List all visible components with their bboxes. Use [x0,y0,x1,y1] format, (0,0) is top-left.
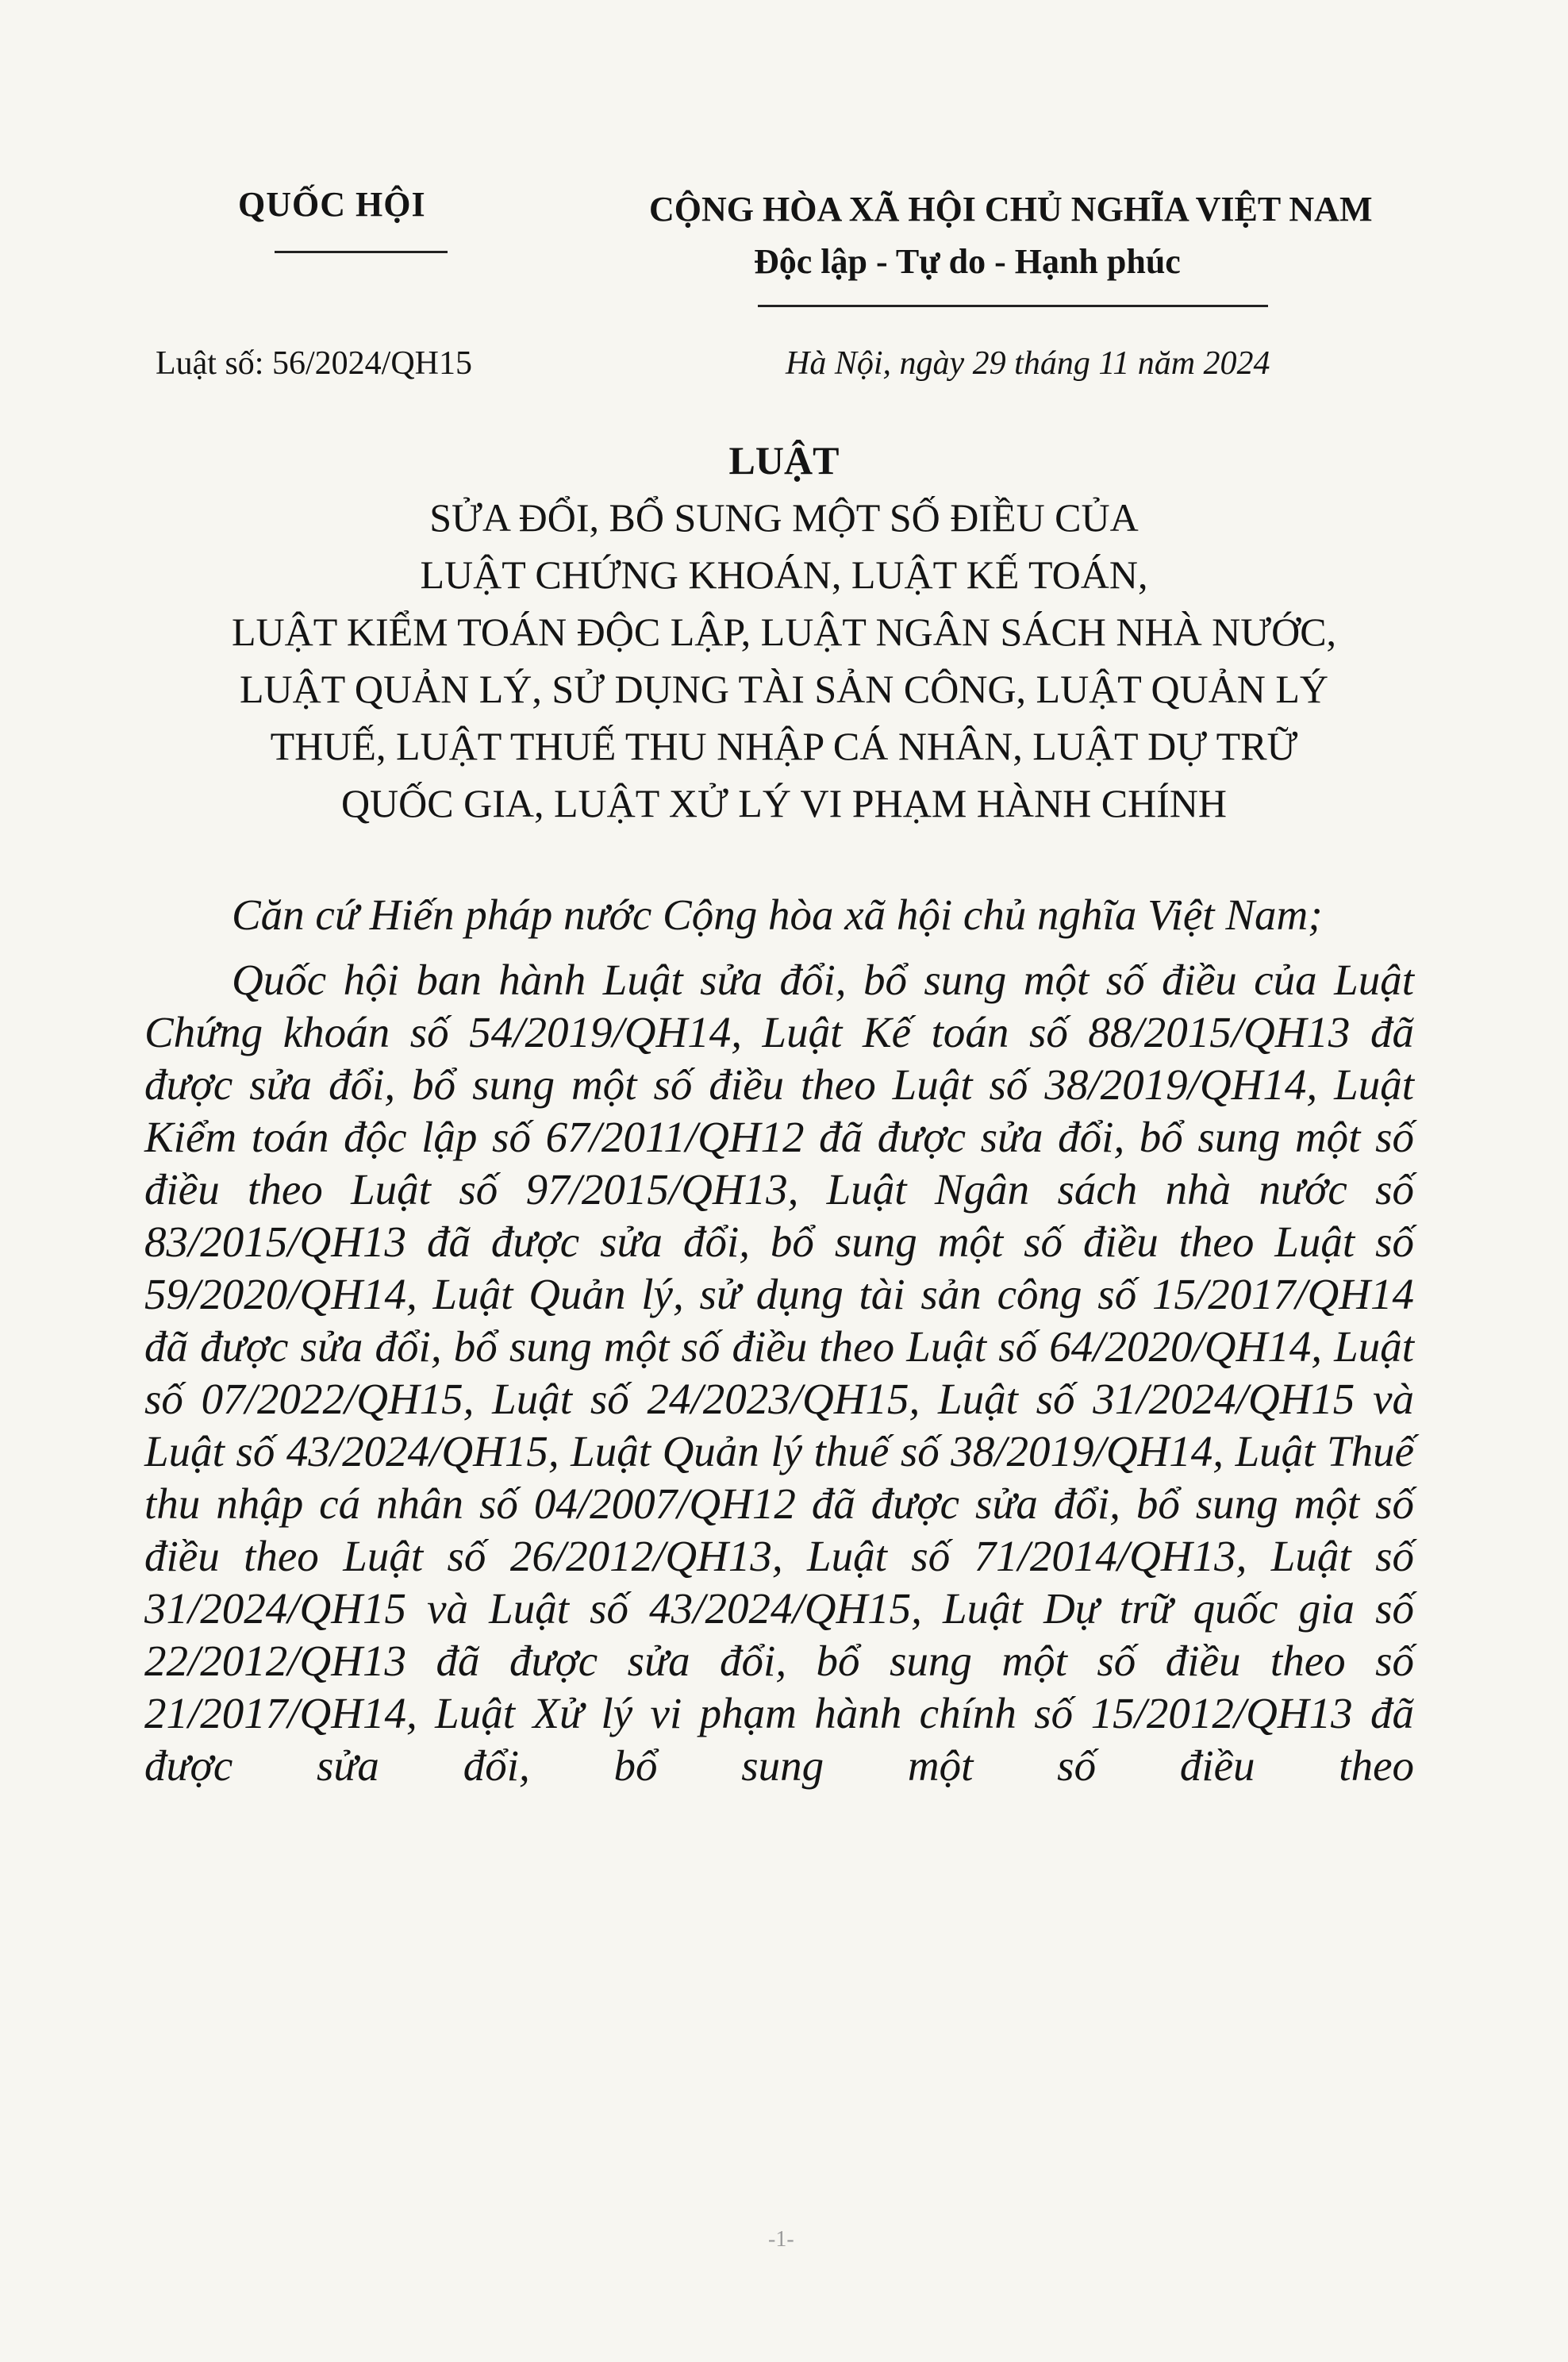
page-number: -1- [768,2227,794,2252]
motto-underline [758,305,1268,307]
organization-underline [275,251,448,253]
title-line: LUẬT CHỨNG KHOÁN, LUẬT KẾ TOÁN, [420,552,1148,597]
title-line: LUẬT QUẢN LÝ, SỬ DỤNG TÀI SẢN CÔNG, LUẬT QUẢN LÝ [239,667,1329,711]
preamble-paragraph-constitution: Căn cứ Hiến pháp nước Cộng hòa xã hội chủ nghĩa Việt Nam; [232,891,1323,939]
title-line: THUẾ, LUẬT THUẾ THU NHẬP CÁ NHÂN, LUẬT DỰ TRỮ [270,724,1298,768]
title-line: QUỐC GIA, LUẬT XỬ LÝ VI PHẠM HÀNH CHÍNH [340,781,1228,825]
country-name: CỘNG HÒA XÃ HỘI CHỦ NGHĨA VIỆT NAM [649,190,1373,229]
preamble-paragraph-enactment: Quốc hội ban hành Luật sửa đổi, bổ sung một số điều của Luật Chứng khoán số 54/2019/QH14, Luật Kế toán số 88/2015/QH13 đã được sửa đổi, bổ sung một số điều theo Luật số 38/2019/QH14, Luật Kiểm toán độc lập số 67/2011/QH12 đã được sửa đổi, bổ sung một số điều theo Luật số 97/2015/QH13, Luật Ngân sách nhà nước số 83/2015/QH13 đã được sửa đổi, bổ sung một số điều theo Luật số 59/2020/QH14, Luật Quản lý, sử dụng tài sản công số 15/2017/QH14 đã được sửa đổi, bổ sung một số điều theo Luật số 64/2020/QH14, Luật số 07/2022/QH15, Luật số 24/2023/QH15, Luật số 31/2024/QH15 và Luật số 43/2024/QH15, Luật Quản lý thuế số 38/2019/QH14, Luật Thuế thu nhập cá nhân số 04/2007/QH12 đã được sửa đổi, bổ sung một số điều theo Luật số 26/2012/QH13, Luật số 71/2014/QH13, Luật số 31/2024/QH15 và Luật số 43/2024/QH15, Luật Dự trữ quốc gia số 22/2012/QH13 đã được sửa đổi, bổ sung một số điều theo số 21/2017/QH14, Luật Xử lý vi phạm hành chính số 15/2012/QH13 đã được sửa đổi, bổ sung một số điều theo [144,956,1414,1790]
organization-name: QUỐC HỘI [238,185,426,224]
law-number: Luật số: 56/2024/QH15 [156,345,472,382]
national-motto: Độc lập - Tự do - Hạnh phúc [754,242,1181,281]
law-title [119,432,1449,832]
title-line: SỬA ĐỔI, BỔ SUNG MỘT SỐ ĐIỀU CỦA [429,495,1139,540]
place-date: Hà Nội, ngày 29 tháng 11 năm 2024 [786,345,1270,382]
title-line: LUẬT KIỂM TOÁN ĐỘC LẬP, LUẬT NGÂN SÁCH NHÀ NƯỚC, [231,610,1337,654]
preamble [144,889,1414,1792]
title-main: LUẬT [728,438,840,483]
